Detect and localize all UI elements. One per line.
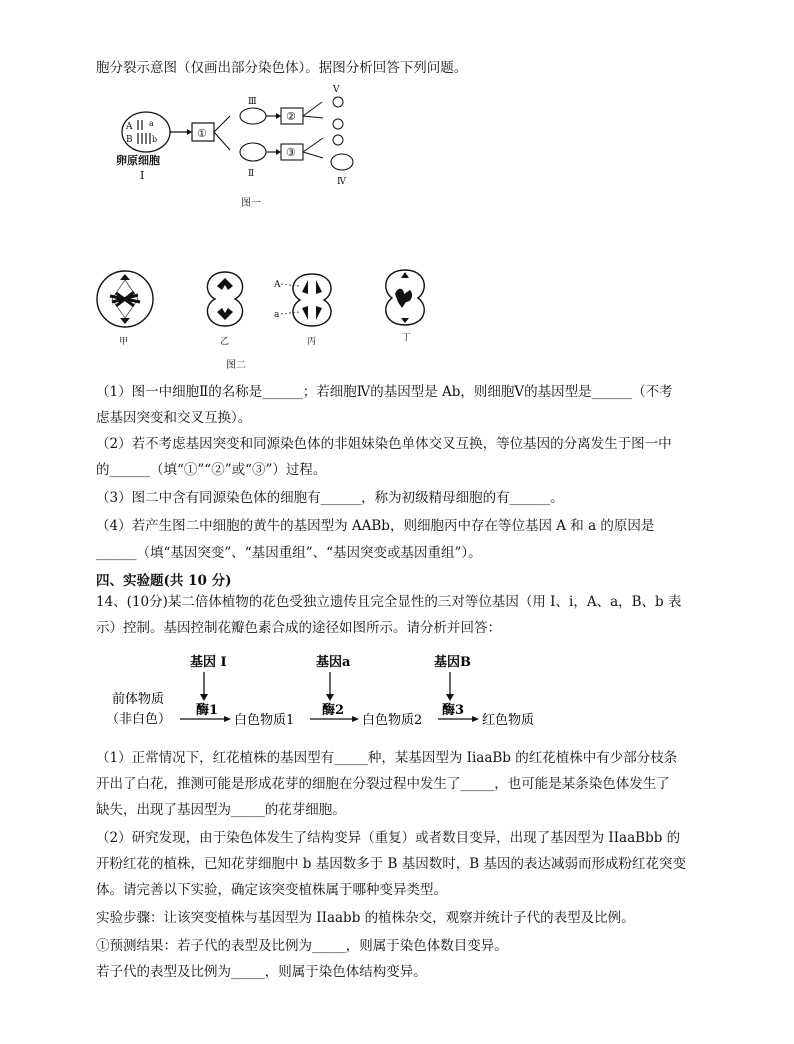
figure-2-caption: 图二 — [226, 360, 246, 371]
gene-I-label: 基因 I — [190, 655, 227, 670]
figure-1-diagram — [110, 82, 370, 212]
precursor-label: 前体物质 — [112, 692, 165, 707]
q14-line-3: 缺失，出现了基因型为_____的花芽细胞。 — [96, 802, 346, 818]
cell-jia-label: 甲 — [119, 337, 129, 347]
q14-line-5: 开粉红花的植株，已知花芽细胞中 b 基因数多于 B 基因数时，B 基因的表达减弱而形成粉红花突变 — [96, 856, 686, 872]
q14-line-1: （1）正常情况下，红花植株的基因型有_____种，某基因型为 IiaaBb 的红花植株中有少部分枝条 — [96, 750, 678, 766]
q14-line-6: 体。请完善以下实验，确定该突变植株属于哪种变异类型。 — [96, 882, 447, 898]
cell-III — [240, 108, 266, 124]
q13-line-7: ______（填“基因突变”、“基因重组”、“基因突变或基因重组”）。 — [96, 545, 482, 561]
q14-line-7: 实验步骤：让该突变植株与基因型为 IIaabb 的植株杂交，观察并统计子代的表型及比例。 — [96, 910, 635, 926]
q14-intro-line-1: 14、(10分)某二倍体植物的花色受独立遗传且完全显性的三对等位基因（用 I、i，A、a，B、b 表 — [96, 594, 682, 610]
q13-line-3: （2）若不考虑基因突变和同源染色体的非姐妹染色单体交叉互换，等位基因的分离发生于图一中 — [96, 436, 672, 452]
figure-2-diagram — [92, 262, 442, 374]
cell-ding — [386, 270, 425, 343]
gene-A-label: A — [274, 280, 281, 290]
q14-line-8: ①预测结果：若子代的表型及比例为_____，则属于染色体数目变异。 — [96, 938, 508, 954]
gene-a-label: a — [274, 310, 280, 320]
cell-III-label: Ⅲ — [248, 97, 257, 107]
cell-IV-egg — [331, 154, 353, 170]
q13-line-6: （4）若产生图二中细胞的黄牛的基因型为 AABb，则细胞丙中存在等位基因 A 和 a 的原因是 — [96, 518, 655, 534]
product-1-label: 白色物质1 — [234, 713, 295, 728]
pigment-pathway-diagram — [100, 650, 570, 735]
cell-bing-label: 丙 — [307, 337, 317, 347]
cell-II-label: Ⅱ — [248, 169, 255, 179]
enzyme-1-label: 酶1 — [196, 703, 219, 718]
section-title: 四、实验题(共 10 分) — [96, 573, 232, 589]
q13-line-5: （3）图二中含有同源染色体的细胞有______，称为初级精母细胞的有______。 — [96, 490, 564, 506]
q14-line-9: 若子代的表型及比例为_____，则属于染色体结构变异。 — [96, 964, 427, 980]
cell-ding-label: 丁 — [402, 333, 412, 343]
cell-I-label: I — [140, 169, 145, 182]
q13-line-1: （1）图一中细胞Ⅱ的名称是______；若细胞Ⅳ的基因型是 Ab，则细胞Ⅴ的基因型是______（不考 — [96, 384, 673, 400]
enzyme-2-label: 酶2 — [322, 703, 345, 718]
gene-a: a — [149, 119, 154, 128]
cell-II — [240, 143, 266, 161]
gene-A: A — [126, 122, 133, 132]
process-3-label: ③ — [286, 146, 296, 159]
gene-a-label: 基因a — [316, 655, 351, 670]
precursor-sub-label: （非白色） — [106, 712, 172, 727]
cell-yi-label: 乙 — [220, 337, 230, 347]
polar-body-V — [333, 97, 343, 107]
cell-jia — [97, 271, 153, 347]
enzyme-3-label: 酶3 — [442, 703, 465, 718]
process-2-label: ② — [286, 110, 296, 123]
polar-body-2 — [333, 135, 343, 145]
q14-line-4: （2）研究发现，由于染色体发生了结构变异（重复）或者数目变异，出现了基因型为 IIaaBbb 的 — [96, 830, 681, 846]
figure-1-caption: 图一 — [241, 198, 261, 209]
oogonium-label: 卵原细胞 — [116, 154, 160, 167]
gene-B-label: 基因B — [434, 655, 471, 670]
cell-bing — [273, 274, 331, 347]
process-1-label: ① — [197, 127, 207, 140]
gene-B: B — [126, 135, 133, 145]
q14-line-2: 开出了白花，推测可能是形成花芽的细胞在分裂过程中发生了_____，也可能是某条染色体发生了 — [96, 776, 670, 792]
intro-text: 胞分裂示意图（仅画出部分染色体）。据图分析回答下列问题。 — [96, 60, 468, 76]
polar-body-1 — [333, 119, 343, 129]
gene-b: b — [152, 135, 158, 144]
product-3-label: 红色物质 — [482, 713, 535, 728]
q13-line-2: 虑基因突变和交叉互换）。 — [96, 410, 252, 426]
product-2-label: 白色物质2 — [362, 713, 423, 728]
cell-yi — [207, 272, 242, 347]
oogonium-cell — [122, 112, 170, 152]
cell-IV-label: Ⅳ — [337, 177, 346, 187]
q14-intro-line-2: 示）控制。基因控制花瓣色素合成的途径如图所示。请分析并回答： — [96, 620, 501, 636]
q13-line-4: 的______（填“①”“②”或“③”）过程。 — [96, 462, 327, 478]
cell-V-label: Ⅴ — [333, 85, 340, 95]
